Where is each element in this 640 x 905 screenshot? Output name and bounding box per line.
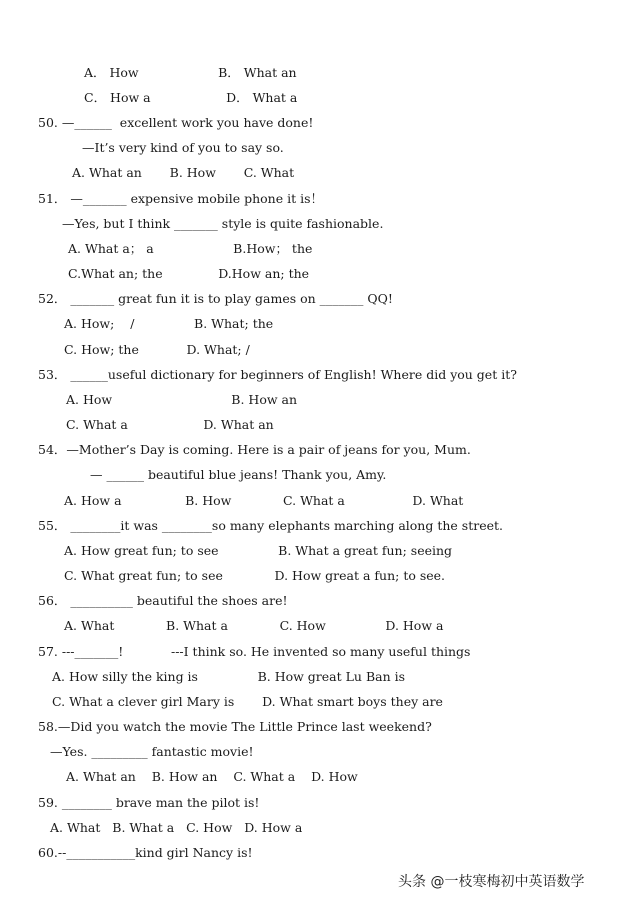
q49-options-cd: C． How a D． What a	[84, 90, 298, 105]
q51-options-cd: C.What an; the D.How an; the	[68, 266, 310, 281]
q58-reply: —Yes. _________ fantastic movie!	[50, 744, 254, 759]
q50-options: A. What an B. How C. What	[72, 165, 295, 180]
q54-prompt: 54．—Mother’s Day is coming. Here is a pair of jeans for you, Mum.	[38, 442, 471, 457]
q56-options: A. What B. What a C. How D. How a	[64, 618, 444, 633]
q58-options: A. What an B. How an C. What a D. How	[66, 769, 358, 784]
q52-prompt: 52． _______ great fun it is to play games on _______ QQ!	[38, 291, 393, 306]
q57-options-cd: C. What a clever girl Mary is D. What smart boys they are	[52, 694, 443, 709]
q51-prompt: 51． —_______ expensive mobile phone it is！	[38, 191, 323, 206]
q57-options-ab: A. How silly the king is B. How great Lu Ban is	[52, 669, 406, 684]
q49-options-ab: A． How B． What an	[84, 65, 297, 80]
q54-options: A. How a B. How C. What a D. What	[64, 493, 464, 508]
q57-prompt: 57. ---_______! ---I think so. He invented so many useful things	[38, 644, 471, 659]
q51-reply: —Yes, but I think _______ style is quite fashionable.	[62, 216, 384, 231]
q58-prompt: 58.—Did you watch the movie The Little Prince last weekend?	[38, 719, 432, 734]
q50-prompt: 50. —______ excellent work you have done!	[38, 115, 314, 130]
q55-options-cd: C. What great fun; to see D. How great a fun; to see.	[64, 568, 446, 583]
q53-options-cd: C. What a D. What an	[66, 417, 274, 432]
q59-prompt: 59. ________ brave man the pilot is!	[38, 795, 260, 810]
q56-prompt: 56． __________ beautiful the shoes are!	[38, 593, 288, 608]
q51-options-ab: A. What a； a B.How； the	[68, 241, 313, 256]
watermark: 头条 @一枝寒梅初中英语数学	[398, 874, 585, 890]
q55-prompt: 55． ________it was ________so many elephants marching along the street.	[38, 518, 503, 533]
q54-reply: — ______ beautiful blue jeans! Thank you, Amy.	[90, 467, 387, 482]
q60-prompt: 60.--___________kind girl Nancy is!	[38, 845, 253, 860]
q52-options-cd: C. How; the D. What; /	[64, 342, 250, 357]
q53-prompt: 53． ______useful dictionary for beginners of English! Where did you get it?	[38, 367, 517, 382]
q53-options-ab: A. How B. How an	[66, 392, 298, 407]
q59-options: A. What B. What a C. How D. How a	[50, 820, 303, 835]
q55-options-ab: A. How great fun; to see B. What a great fun; seeing	[64, 543, 453, 558]
q52-options-ab: A. How; / B. What; the	[64, 316, 274, 331]
q50-reply: —It’s very kind of you to say so.	[82, 140, 284, 155]
